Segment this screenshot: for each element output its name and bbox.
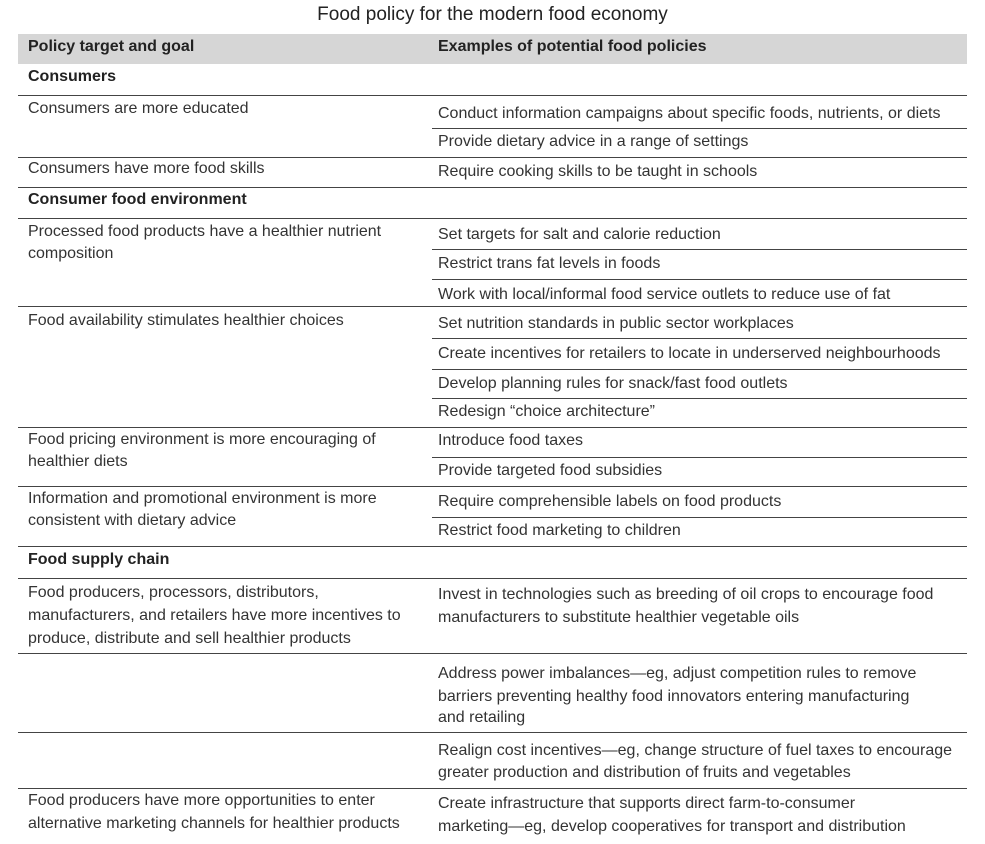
divider (432, 249, 967, 250)
goal-text: Processed food products have a healthier nutrient (28, 223, 382, 240)
section-consumers: Consumers (28, 68, 117, 85)
goal-text: Consumers have more food skills (28, 160, 265, 177)
policy-text: Restrict trans fat levels in foods (438, 255, 661, 272)
policy-text: Restrict food marketing to children (438, 522, 681, 539)
divider (432, 369, 967, 370)
table-title: Food policy for the modern food economy (317, 4, 668, 25)
policy-text: marketing—eg, develop cooperatives for transport and distribution (438, 818, 906, 835)
divider (18, 218, 967, 219)
table-header (18, 34, 967, 64)
policy-text: manufacturers to substitute healthier vegetable oils (438, 609, 800, 626)
goal-text: Information and promotional environment is more (28, 490, 377, 507)
policy-text: Set nutrition standards in public sector workplaces (438, 315, 794, 332)
policy-text: Provide targeted food subsidies (438, 462, 663, 479)
policy-text: Create incentives for retailers to locate in underserved neighbourhoods (438, 345, 941, 362)
policy-text: Introduce food taxes (438, 432, 583, 449)
divider (18, 486, 967, 487)
policy-text: barriers preventing healthy food innovators entering manufacturing (438, 688, 910, 705)
policy-text: Work with local/informal food service outlets to reduce use of fat (438, 286, 891, 303)
policy-text: and retailing (438, 709, 526, 726)
goal-text: Food availability stimulates healthier choices (28, 312, 344, 329)
divider (432, 398, 967, 399)
goal-text: Food pricing environment is more encouraging of (28, 431, 376, 448)
goal-text: Food producers, processors, distributors, (28, 584, 319, 601)
divider (18, 578, 967, 579)
policy-text: Provide dietary advice in a range of settings (438, 133, 749, 150)
goal-text: consistent with dietary advice (28, 512, 237, 529)
section-environment: Consumer food environment (28, 191, 247, 208)
divider (432, 457, 967, 458)
divider (18, 546, 967, 547)
goal-text: produce, distribute and sell healthier products (28, 630, 351, 647)
policy-text: greater production and distribution of fruits and vegetables (438, 764, 851, 781)
policy-text: Require comprehensible labels on food products (438, 493, 782, 510)
goal-text: Consumers are more educated (28, 100, 249, 117)
divider (18, 187, 967, 188)
divider (432, 279, 967, 280)
header-col-policies: Examples of potential food policies (438, 38, 707, 55)
policy-text: Invest in technologies such as breeding of oil crops to encourage food (438, 586, 934, 603)
policy-text: Conduct information campaigns about specific foods, nutrients, or diets (438, 105, 941, 122)
divider (18, 306, 967, 307)
goal-text: manufacturers, and retailers have more incentives to (28, 607, 401, 624)
policy-text: Redesign “choice architecture” (438, 403, 655, 420)
goal-text: composition (28, 245, 114, 262)
policy-text: Address power imbalances—eg, adjust competition rules to remove (438, 665, 917, 682)
divider (18, 732, 967, 733)
policy-text: Require cooking skills to be taught in schools (438, 163, 758, 180)
divider (432, 338, 967, 339)
policy-text: Realign cost incentives—eg, change structure of fuel taxes to encourage (438, 742, 953, 759)
header-col-goal: Policy target and goal (28, 38, 195, 55)
divider (18, 788, 967, 789)
policy-text: Develop planning rules for snack/fast food outlets (438, 375, 788, 392)
divider (18, 653, 967, 654)
divider (18, 95, 967, 96)
divider (432, 128, 967, 129)
policy-text: Create infrastructure that supports direct farm-to-consumer (438, 795, 856, 812)
goal-text: alternative marketing channels for healthier products (28, 815, 400, 832)
goal-text: healthier diets (28, 453, 128, 470)
divider (432, 517, 967, 518)
goal-text: Food producers have more opportunities to enter (28, 792, 375, 809)
section-supply: Food supply chain (28, 551, 170, 568)
divider (18, 427, 967, 428)
policy-text: Set targets for salt and calorie reduction (438, 226, 721, 243)
